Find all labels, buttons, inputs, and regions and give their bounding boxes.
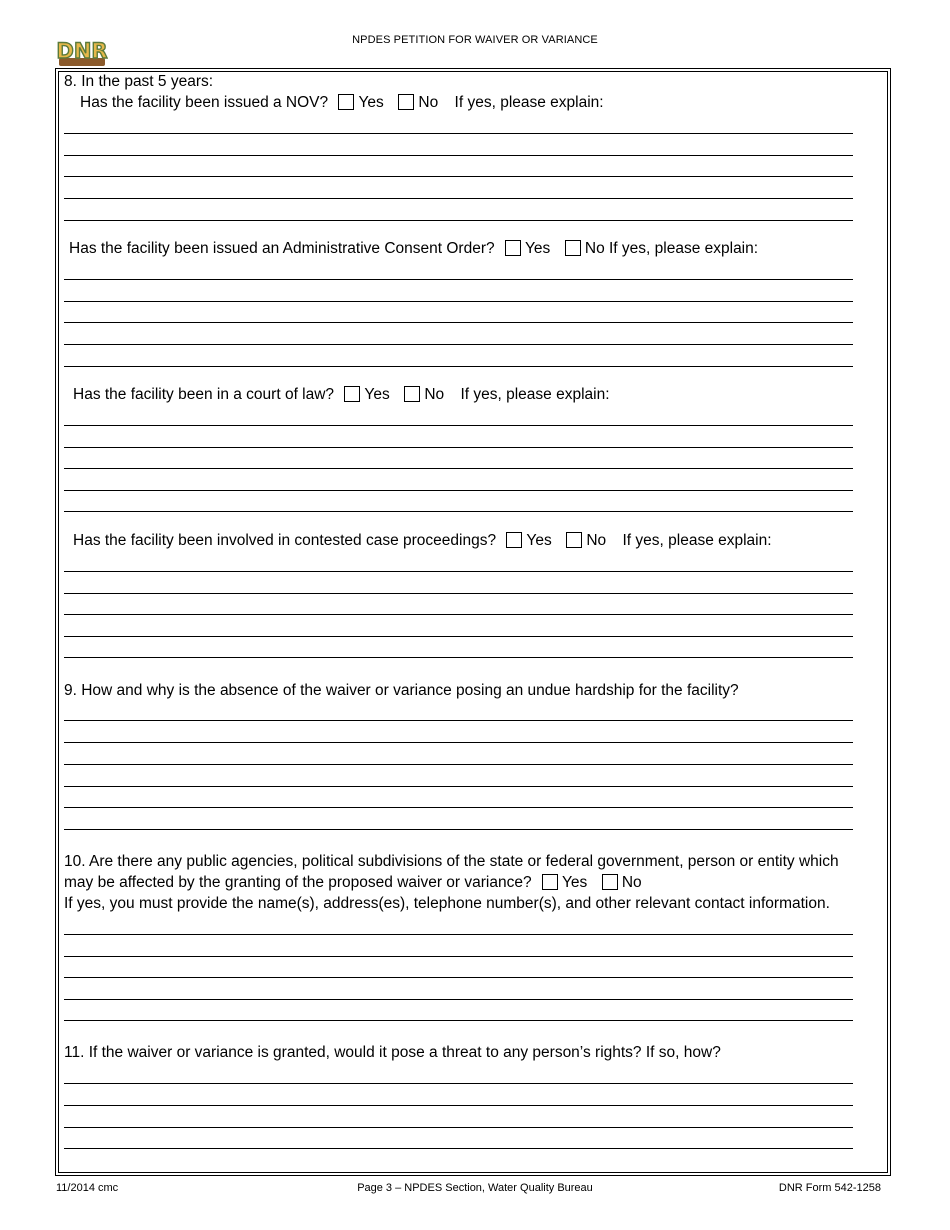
q8-nov-answer-line[interactable] [64,155,853,156]
q8-aco-answer-line[interactable] [64,366,853,367]
footer-form-number: DNR Form 542-1258 [778,1182,881,1194]
q9-answer-line[interactable] [64,829,853,830]
q8-contested-row [73,531,772,550]
q8-aco-answer-line[interactable] [64,322,853,323]
q10-answer-line[interactable] [64,977,853,978]
q8-court-no-checkbox[interactable] [404,386,420,402]
q8-court-yes-checkbox[interactable] [344,386,360,402]
q10-answer-line[interactable] [64,999,853,1000]
q8-nov-no-checkbox[interactable] [398,94,414,110]
q8-contested-answer-line[interactable] [64,636,853,637]
q9-answer-line[interactable] [64,720,853,721]
q10-answer-line[interactable] [64,934,853,935]
q8-court-question: Has the facility been in a court of law? [73,386,335,403]
q8-court-answer-line[interactable] [64,511,853,512]
q10-question-line3: If yes, you must provide the name(s), address(es), telephone number(s), and other relevant contact information. [64,895,830,912]
q8-intro: 8. In the past 5 years: [64,73,214,90]
q8-nov-yes-label: Yes [358,94,384,111]
q10-answer-line[interactable] [64,956,853,957]
q10-no-checkbox[interactable] [602,874,618,890]
q8-nov-answer-line[interactable] [64,198,853,199]
q8-aco-no-checkbox[interactable] [565,240,581,256]
q11-answer-line[interactable] [64,1105,853,1106]
q8-contested-explain-label: If yes, please explain: [622,532,772,549]
footer-date: 11/2014 cmc [56,1182,119,1194]
q11-answer-line[interactable] [64,1083,853,1084]
q8-aco-row [69,239,758,258]
q8-court-answer-line[interactable] [64,425,853,426]
q8-contested-yes-checkbox[interactable] [506,532,522,548]
q9-question: 9. How and why is the absence of the waiver or variance posing an undue hardship for the facility? [64,682,739,699]
q8-nov-row [80,93,604,112]
q11-answer-line[interactable] [64,1127,853,1128]
q9-answer-line[interactable] [64,742,853,743]
q8-court-answer-line[interactable] [64,490,853,491]
q11-question: 11. If the waiver or variance is granted, would it pose a threat to any person’s rights? If so, how? [64,1044,721,1061]
q8-aco-answer-line[interactable] [64,344,853,345]
q8-aco-no-label: No If yes, please explain: [584,240,759,257]
q9-answer-line[interactable] [64,786,853,787]
q8-contested-no-label: No [586,532,607,549]
q10-yes-checkbox[interactable] [542,874,558,890]
q8-nov-explain-label: If yes, please explain: [454,94,604,111]
q10-question-row [64,873,642,892]
q8-contested-yes-label: Yes [526,532,552,549]
q8-nov-answer-line[interactable] [64,176,853,177]
q8-contested-answer-line[interactable] [64,571,853,572]
q10-yes-label: Yes [561,874,588,891]
q8-court-yes-label: Yes [364,386,390,403]
q8-nov-yes-checkbox[interactable] [338,94,354,110]
q8-contested-no-checkbox[interactable] [566,532,582,548]
q8-court-answer-line[interactable] [64,447,853,448]
q8-nov-answer-line[interactable] [64,133,853,134]
q9-answer-line[interactable] [64,764,853,765]
q8-aco-yes-checkbox[interactable] [505,240,521,256]
q8-nov-question: Has the facility been issued a NOV? [80,94,329,111]
q10-no-label: No [621,874,642,891]
q8-aco-answer-line[interactable] [64,301,853,302]
q8-nov-answer-line[interactable] [64,220,853,221]
logo-text: DNR [56,39,108,63]
q10-question-line2: may be affected by the granting of the proposed waiver or variance? [64,874,532,891]
q8-nov-no-label: No [418,94,439,111]
q11-answer-line[interactable] [64,1148,853,1149]
q8-court-answer-line[interactable] [64,468,853,469]
q8-court-row [73,385,610,404]
q8-contested-answer-line[interactable] [64,593,853,594]
q8-contested-answer-line[interactable] [64,614,853,615]
q9-answer-line[interactable] [64,807,853,808]
q8-aco-answer-line[interactable] [64,279,853,280]
q8-contested-answer-line[interactable] [64,657,853,658]
q8-aco-yes-label: Yes [524,240,551,257]
q8-aco-question: Has the facility been issued an Administrative Consent Order? [69,240,495,257]
q10-answer-line[interactable] [64,1020,853,1021]
q10-question-line1: 10. Are there any public agencies, political subdivisions of the state or federal government, person or entity which [64,853,839,870]
q8-contested-question: Has the facility been involved in contested case proceedings? [73,532,497,549]
footer-page-info: Page 3 – NPDES Section, Water Quality Bureau [357,1182,593,1194]
form-frame [55,68,891,1176]
page-title: NPDES PETITION FOR WAIVER OR VARIANCE [352,34,598,46]
q8-court-no-label: No [424,386,445,403]
q8-court-explain-label: If yes, please explain: [460,386,610,403]
